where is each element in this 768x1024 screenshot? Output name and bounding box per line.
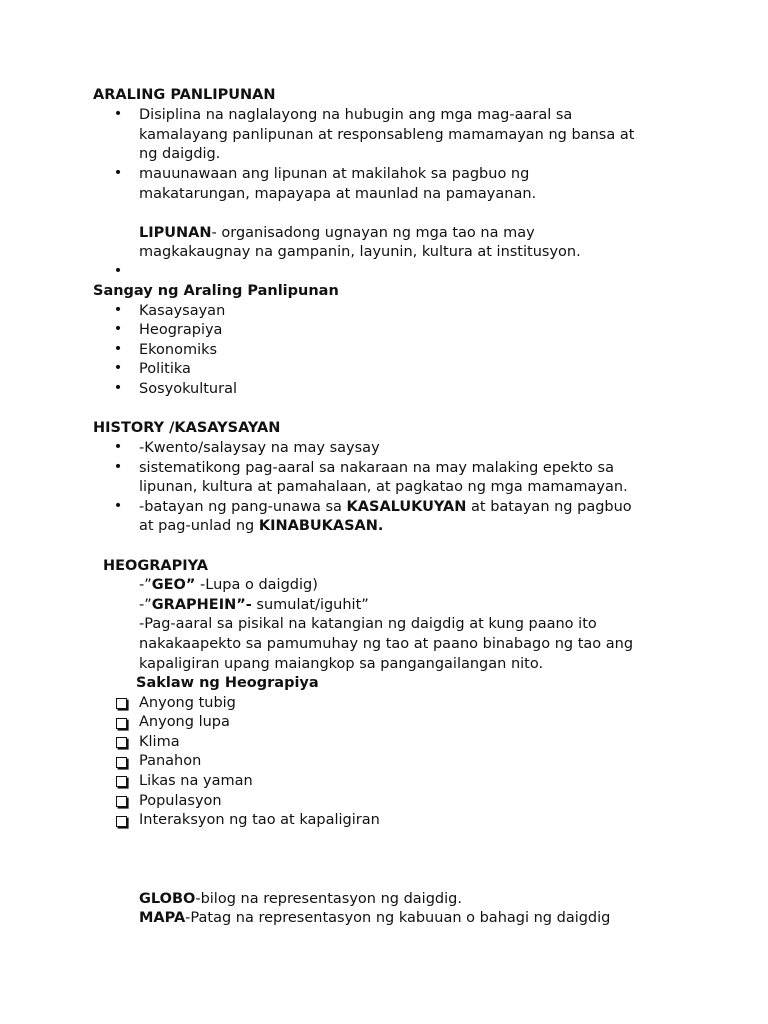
- geo-def: -Lupa o daigdig): [195, 577, 318, 593]
- history-bullet2-line2: lipunan, kultura at pamahalaan, at pagkatao ng mga mamamayan.: [139, 479, 628, 495]
- kinabukasan-term: KINABUKASAN.: [258, 518, 384, 534]
- bullet-icon: •: [113, 301, 123, 318]
- saklaw-item: Likas na yaman: [139, 772, 253, 789]
- history-bullet1: -Kwento/salaysay na may saysay: [139, 440, 380, 456]
- heograpiya-desc-line1: -Pag-aaral sa pisikal na katangian ng daigdig at kung paano ito: [139, 616, 597, 632]
- kasalukuyan-term: KASALUKUYAN: [346, 498, 467, 515]
- globo-line: [139, 890, 462, 910]
- heograpiya-desc-line3: kapaligiran upang maiangkop sa pangangailangan nito.: [139, 655, 544, 672]
- saklaw-item: Panahon: [139, 753, 202, 769]
- heading-heograpiya: HEOGRAPIYA: [103, 557, 209, 574]
- araling-bullet2-line2: makatarungan, mapayapa at maunlad na pamayanan.: [139, 185, 537, 202]
- bullet-icon: •: [113, 321, 123, 337]
- heading-saklaw: Saklaw ng Heograpiya: [136, 675, 319, 691]
- geo-line: [139, 576, 318, 596]
- araling-bullet2-line1: mauunawaan ang lipunan at makilahok sa pagbuo ng: [139, 166, 530, 182]
- checkbox-icon: [116, 816, 127, 827]
- heading-history: HISTORY /KASAYSAYAN: [93, 420, 281, 436]
- bullet-icon: •: [113, 497, 123, 514]
- saklaw-item: Anyong tubig: [139, 694, 236, 711]
- saklaw-item: Populasyon: [139, 792, 222, 809]
- graphein-def: sumulat/iguhit”: [251, 596, 369, 613]
- mapa-term: MAPA: [139, 910, 186, 926]
- history-bullet3-line1: [139, 498, 632, 518]
- saklaw-item: Interaksyon ng tao at kapaligiran: [139, 812, 380, 828]
- checkbox-icon: [116, 737, 127, 748]
- bullet-icon: •: [113, 165, 123, 181]
- history-bullet3-text: -batayan ng pang-unawa sa: [139, 498, 347, 515]
- lipunan-term: LIPUNAN: [139, 224, 212, 241]
- graphein-prefix: -”: [139, 596, 152, 613]
- sangay-item: Heograpiya: [139, 322, 223, 338]
- sangay-item: Kasaysayan: [139, 302, 226, 319]
- mapa-line: [139, 909, 610, 929]
- lipunan-definition-line1: [139, 224, 535, 244]
- checkbox-icon: [116, 698, 127, 709]
- globo-def: -bilog na representasyon ng daigdig.: [195, 890, 462, 907]
- checkbox-icon: [116, 776, 127, 787]
- globo-term: GLOBO: [139, 890, 196, 907]
- bullet-icon: •: [113, 439, 123, 455]
- checkbox-icon: [116, 796, 127, 807]
- graphein-term: GRAPHEIN”-: [151, 596, 252, 613]
- geo-prefix: -”: [139, 577, 152, 593]
- bullet-icon: •: [113, 340, 123, 357]
- araling-bullet1-line1: Disiplina na naglalayong na hubugin ang mga mag-aaral sa: [139, 107, 573, 123]
- checkbox-icon: [116, 718, 127, 729]
- geo-term: GEO”: [151, 577, 196, 593]
- bullet-icon: •: [113, 106, 123, 122]
- lipunan-definition-line2: magkakaugnay na gampanin, layunin, kultura at institusyon.: [139, 244, 581, 260]
- history-bullet2-line1: sistematikong pag-aaral sa nakaraan na may malaking epekto sa: [139, 459, 614, 476]
- saklaw-item: Anyong lupa: [139, 714, 230, 730]
- history-bullet3-line2: [139, 517, 383, 537]
- checkbox-icon: [116, 757, 127, 768]
- mapa-def: -Patag na representasyon ng kabuuan o bahagi ng daigdig: [185, 910, 611, 926]
- bullet-icon: •: [113, 380, 123, 396]
- sangay-item: Ekonomiks: [139, 341, 218, 358]
- araling-bullet1-line2: kamalayang panlipunan at responsableng mamamayan ng bansa at: [139, 126, 635, 143]
- lipunan-def: - organisadong ugnayan ng mga tao na may: [211, 224, 535, 241]
- history-bullet3-text: at pag-unlad ng: [139, 518, 259, 534]
- heading-araling-panlipunan: ARALING PANLIPUNAN: [93, 87, 276, 103]
- heading-sangay: Sangay ng Araling Panlipunan: [93, 283, 339, 299]
- graphein-line: [139, 596, 369, 616]
- sangay-item: Politika: [139, 361, 191, 377]
- saklaw-item: Klima: [139, 733, 180, 750]
- heograpiya-desc-line2: nakakaapekto sa pamumuhay ng tao at paano binabago ng tao ang: [139, 635, 634, 652]
- sangay-item: Sosyokultural: [139, 381, 238, 397]
- bullet-icon: •: [113, 262, 123, 279]
- bullet-icon: •: [113, 458, 123, 475]
- araling-bullet1-line3: ng daigdig.: [139, 146, 221, 162]
- history-bullet3-text: at batayan ng pagbuo: [466, 498, 632, 515]
- bullet-icon: •: [113, 360, 123, 376]
